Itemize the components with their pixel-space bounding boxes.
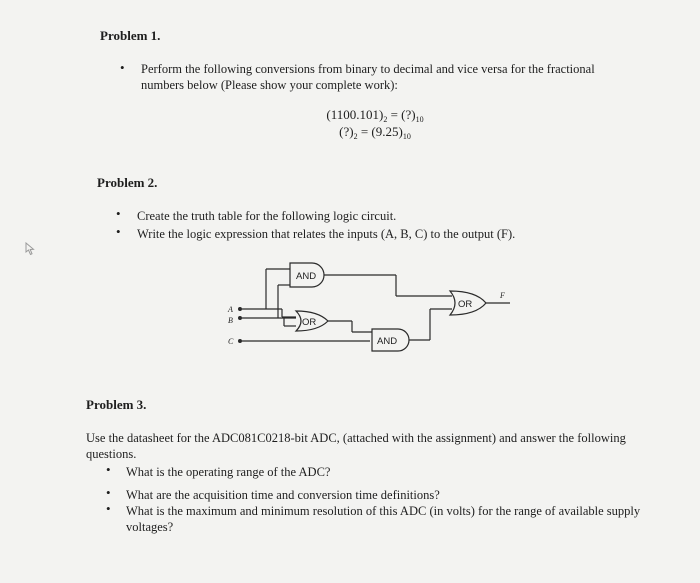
input-label-b: B: [228, 316, 233, 325]
mouse-pointer-icon: [25, 242, 37, 256]
gate-label-and-2: AND: [377, 336, 398, 347]
problem1-heading: Problem 1.: [100, 28, 161, 43]
bullet-dot-icon: •: [120, 60, 125, 75]
conversion-equation-2: [300, 124, 450, 145]
problem2-heading: Problem 2.: [97, 175, 158, 190]
bullet-dot-icon: •: [116, 224, 121, 239]
eq2-left-base: 2: [353, 132, 358, 141]
problem3-bullet-1: What is the operating range of the ADC?: [126, 465, 331, 479]
gate-label-or-final: OR: [458, 299, 473, 310]
input-label-c: C: [228, 337, 234, 346]
input-label-a: A: [228, 305, 233, 314]
eq1-right-base: 10: [415, 115, 424, 124]
gate-label-and-1: AND: [296, 271, 317, 282]
problem3-bullet-2: What are the acquisition time and conversion time definitions?: [126, 488, 440, 502]
eq1-left-base: 2: [383, 115, 388, 124]
eq2-right: = (9.25): [357, 124, 403, 139]
problem3-intro: Use the datasheet for the ADC081C0218-bit ADC, (attached with the assignment) and answer the following questions.: [86, 431, 626, 461]
eq2-right-base: 10: [402, 132, 411, 141]
problem2-bullet-1: Create the truth table for the following logic circuit.: [137, 209, 397, 223]
bullet-dot-icon: •: [106, 462, 111, 477]
problem3-bullet-3: What is the maximum and minimum resolution of this ADC (in volts) for the range of available supply voltages?: [126, 504, 641, 534]
eq1-right: = (?): [387, 107, 416, 122]
bullet-dot-icon: •: [106, 485, 111, 500]
problem3-heading: Problem 3.: [86, 397, 147, 412]
problem1-instruction: Perform the following conversions from binary to decimal and vice versa for the fractional numbers below (Please show your complete work):: [141, 62, 595, 92]
logic-circuit-diagram: [200, 255, 530, 355]
bullet-dot-icon: •: [116, 206, 121, 221]
output-label-f: F: [500, 291, 505, 300]
eq1-left: (1100.101): [326, 107, 384, 122]
eq2-left: (?): [339, 124, 354, 139]
gate-label-or-1: OR: [302, 317, 317, 328]
problem2-bullet-2: Write the logic expression that relates the inputs (A, B, C) to the output (F).: [137, 227, 516, 241]
bullet-dot-icon: •: [106, 501, 111, 516]
